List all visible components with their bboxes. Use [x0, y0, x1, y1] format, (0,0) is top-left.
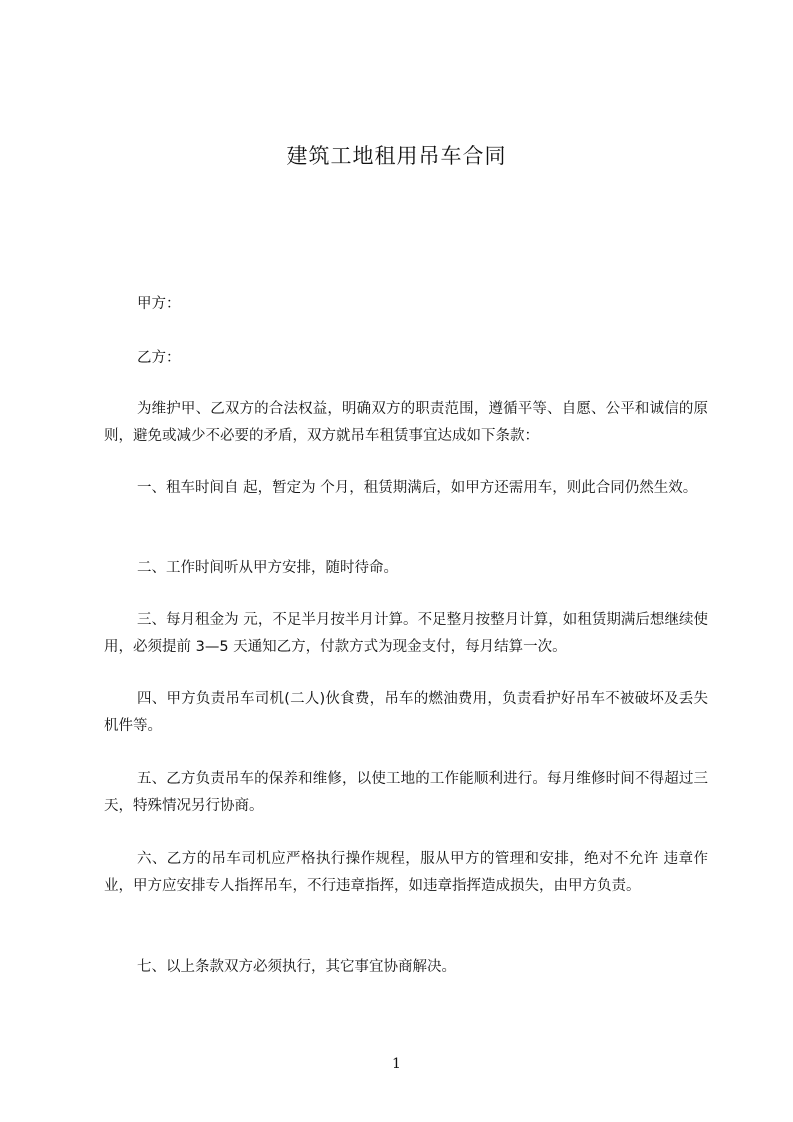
intro-paragraph: 为维护甲、乙双方的合法权益，明确双方的职责范围，遵循平等、自愿、公平和诚信的原则，避免或减少不必要的矛盾，双方就吊车租赁事宜达成如下条款：: [104, 401, 708, 444]
party-b-label: 乙方：: [137, 350, 181, 366]
clause-1: 一、租车时间自 起，暂定为 个月，租赁期满后，如甲方还需用车，则此合同仍然生效。: [137, 480, 698, 496]
clause-3: 三、每月租金为 元，不足半月按半月计算。不足整月按整月计算，如租赁期满后想继续使用，必须提前 3—5 天通知乙方，付款方式为现金支付，每月结算一次。: [104, 612, 708, 655]
document-title: 建筑工地租用吊车合同: [286, 144, 507, 168]
clause-5: 五、乙方负责吊车的保养和维修，以使工地的工作能顺利进行。每月维修时间不得超过三天，特殊情况另行协商。: [104, 771, 708, 814]
party-a-label: 甲方：: [137, 296, 181, 312]
page-number: 1: [392, 1056, 401, 1072]
clause-4: 四、甲方负责吊车司机(二人)伙食费，吊车的燃油费用，负责看护好吊车不被破坏及丢失机件等。: [104, 691, 708, 734]
clause-2: 二、工作时间听从甲方安排，随时待命。: [137, 560, 398, 576]
clause-6: 六、乙方的吊车司机应严格执行操作规程，服从甲方的管理和安排，绝对不允许 违章作业，甲方应安排专人指挥吊车，不行违章指挥，如违章指挥造成损失，由甲方负责。: [104, 851, 708, 894]
clause-7: 七、以上条款双方必须执行，其它事宜协商解决。: [137, 959, 456, 975]
